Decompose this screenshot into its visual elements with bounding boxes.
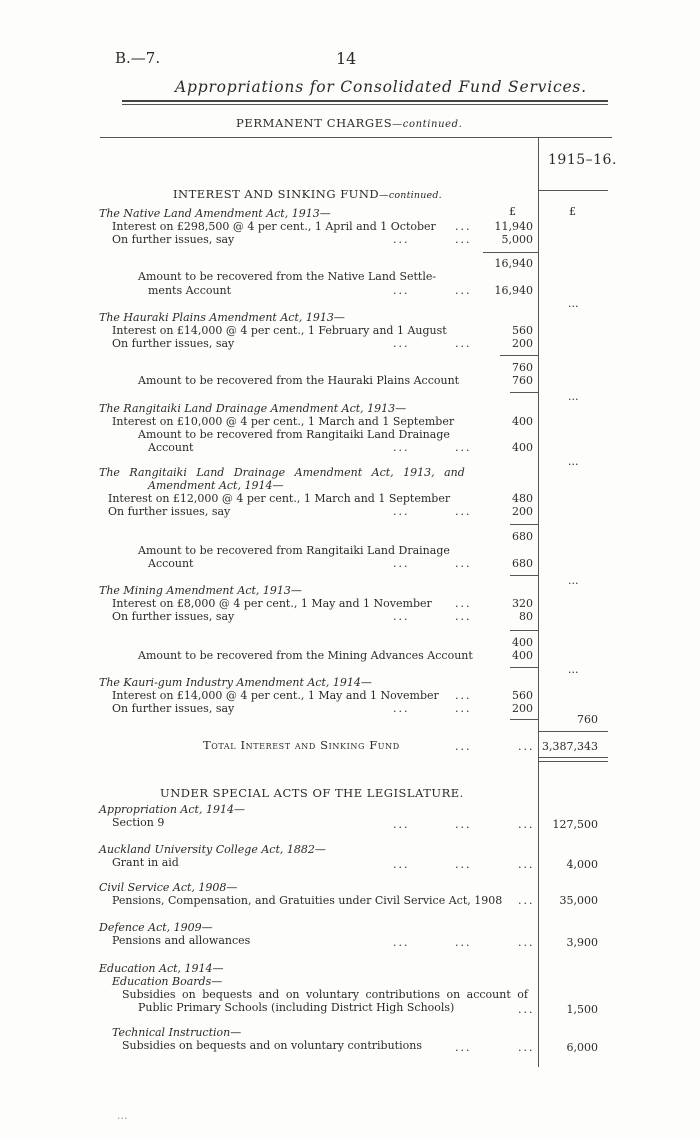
footer-dots: ... bbox=[117, 1109, 128, 1122]
native-further-value: 5,000 bbox=[501, 233, 533, 246]
mining-interest-line: Interest on £8,000 @ 4 per cent., 1 May and 1 November bbox=[112, 597, 432, 610]
rangitaiki-interest-line: Interest on £10,000 @ 4 per cent., 1 March and 1 September bbox=[112, 415, 455, 428]
year-rule bbox=[538, 190, 608, 191]
rangitaiki2-recover-value: 680 bbox=[512, 557, 533, 570]
native-further-line: On further issues, say bbox=[112, 233, 235, 246]
mining-interest-value: 320 bbox=[512, 597, 533, 610]
appropriation-item: Section 9 bbox=[112, 816, 165, 829]
education-act-title: Education Act, 1914— bbox=[99, 962, 224, 975]
special-acts-heading: UNDER SPECIAL ACTS OF THE LEGISLATURE. bbox=[160, 786, 464, 800]
rangitaiki2-act-title-1: The Rangitaiki Land Drainage Amendment Act, 1913, and bbox=[99, 466, 465, 479]
hauraki-column-dots: ... bbox=[568, 390, 579, 403]
technical-heading: Technical Instruction— bbox=[112, 1026, 242, 1039]
civil-item: Pensions, Compensation, and Gratuities under Civil Service Act, 1908 bbox=[112, 894, 503, 907]
appropriation-value: 127,500 bbox=[552, 818, 598, 831]
mining-further-line: On further issues, say bbox=[112, 610, 235, 623]
rangitaiki2-further-value: 200 bbox=[512, 505, 533, 518]
hauraki-recover-value: 760 bbox=[512, 374, 533, 387]
pound-sign-outer: £ bbox=[569, 205, 576, 218]
rangitaiki2-interest-value: 480 bbox=[512, 492, 533, 505]
title-rule-top bbox=[122, 100, 608, 102]
interest-total-value: 3,387,343 bbox=[542, 740, 598, 753]
mining-further-value: 80 bbox=[519, 610, 533, 623]
kauri-act-title: The Kauri-gum Industry Amendment Act, 1914— bbox=[99, 676, 372, 689]
defence-item: Pensions and allowances bbox=[112, 934, 251, 947]
defence-act-title: Defence Act, 1909— bbox=[99, 921, 213, 934]
hauraki-further-line: On further issues, say bbox=[112, 337, 235, 350]
section-rule bbox=[100, 137, 612, 138]
hauraki-total: 760 bbox=[512, 361, 533, 374]
hauraki-further-value: 200 bbox=[512, 337, 533, 350]
rangitaiki-recover-value: 400 bbox=[512, 441, 533, 454]
mining-column-dots: ... bbox=[568, 663, 579, 676]
amount-column-border bbox=[538, 137, 539, 1067]
rangitaiki2-act-title-2: Amendment Act, 1914— bbox=[148, 479, 284, 492]
rangitaiki2-total: 680 bbox=[512, 530, 533, 543]
mining-recover-value: 400 bbox=[512, 649, 533, 662]
education-item-line2: Public Primary Schools (including District High Schools) bbox=[138, 1001, 455, 1014]
native-recover-line1: Amount to be recovered from the Native Land Settle- bbox=[138, 270, 437, 283]
technical-item: Subsidies on bequests and on voluntary contributions bbox=[122, 1039, 422, 1052]
rangitaiki-recover-line2: Account bbox=[148, 441, 194, 454]
page-id: B.—7. bbox=[115, 49, 161, 67]
kauri-further-line: On further issues, say bbox=[112, 702, 235, 715]
kauri-interest-line: Interest on £14,000 @ 4 per cent., 1 May and 1 November bbox=[112, 689, 439, 702]
rangitaiki2-interest-line: Interest on £12,000 @ 4 per cent., 1 March and 1 September bbox=[108, 492, 451, 505]
rangitaiki2-recover-line2: Account bbox=[148, 557, 194, 570]
civil-value: 35,000 bbox=[559, 894, 598, 907]
education-value: 1,500 bbox=[566, 1003, 598, 1016]
auckland-item: Grant in aid bbox=[112, 856, 179, 869]
native-act-title: The Native Land Amendment Act, 1913— bbox=[99, 207, 331, 220]
interest-heading: INTEREST AND SINKING FUND—continued. bbox=[173, 187, 442, 201]
page-title: Appropriations for Consolidated Fund Services. bbox=[175, 78, 587, 96]
rangitaiki2-recover-line1: Amount to be recovered from Rangitaiki Land Drainage bbox=[138, 544, 450, 557]
pound-sign-inner: £ bbox=[509, 205, 516, 218]
rangitaiki2-further-line: On further issues, say bbox=[108, 505, 231, 518]
defence-value: 3,900 bbox=[566, 936, 598, 949]
page-number: 14 bbox=[336, 49, 357, 68]
education-boards-heading: Education Boards— bbox=[112, 975, 223, 988]
rangitaiki-act-title: The Rangitaiki Land Drainage Amendment Act, 1913— bbox=[99, 402, 407, 415]
mining-recover-line: Amount to be recovered from the Mining Advances Account bbox=[138, 649, 473, 662]
kauri-further-value: 200 bbox=[512, 702, 533, 715]
section-title: PERMANENT CHARGES—continued. bbox=[236, 116, 463, 130]
hauraki-interest-value: 560 bbox=[512, 324, 533, 337]
hauraki-interest-line: Interest on £14,000 @ 4 per cent., 1 February and 1 August bbox=[112, 324, 447, 337]
native-recover-line2: ments Account bbox=[148, 284, 232, 297]
native-interest-line: Interest on £298,500 @ 4 per cent., 1 April and 1 October bbox=[112, 220, 436, 233]
rangitaiki2-column-dots: ... bbox=[568, 574, 579, 587]
native-interest-value: 11,940 bbox=[494, 220, 533, 233]
hauraki-recover-line: Amount to be recovered from the Hauraki Plains Account bbox=[138, 374, 460, 387]
appropriation-act-title: Appropriation Act, 1914— bbox=[99, 803, 245, 816]
education-item-line1: Subsidies on bequests and on voluntary contributions on account of bbox=[122, 988, 528, 1001]
rangitaiki-column-dots: ... bbox=[568, 455, 579, 468]
interest-total-label: Total Interest and Sinking Fund bbox=[203, 738, 400, 752]
technical-value: 6,000 bbox=[566, 1041, 598, 1054]
kauri-column-value: 760 bbox=[577, 713, 598, 726]
hauraki-act-title: The Hauraki Plains Amendment Act, 1913— bbox=[99, 311, 345, 324]
title-rule-bottom bbox=[122, 104, 608, 105]
mining-total: 400 bbox=[512, 636, 533, 649]
rangitaiki-interest-value: 400 bbox=[512, 415, 533, 428]
civil-act-title: Civil Service Act, 1908— bbox=[99, 881, 238, 894]
fiscal-year-heading: 1915–16. bbox=[548, 152, 617, 168]
rangitaiki-recover-line1: Amount to be recovered from Rangitaiki Land Drainage bbox=[138, 428, 450, 441]
mining-act-title: The Mining Amendment Act, 1913— bbox=[99, 584, 302, 597]
auckland-value: 4,000 bbox=[566, 858, 598, 871]
native-column-dots: ... bbox=[568, 297, 579, 310]
auckland-act-title: Auckland University College Act, 1882— bbox=[99, 843, 326, 856]
native-total: 16,940 bbox=[494, 257, 533, 270]
kauri-interest-value: 560 bbox=[512, 689, 533, 702]
native-recover-value: 16,940 bbox=[494, 284, 533, 297]
